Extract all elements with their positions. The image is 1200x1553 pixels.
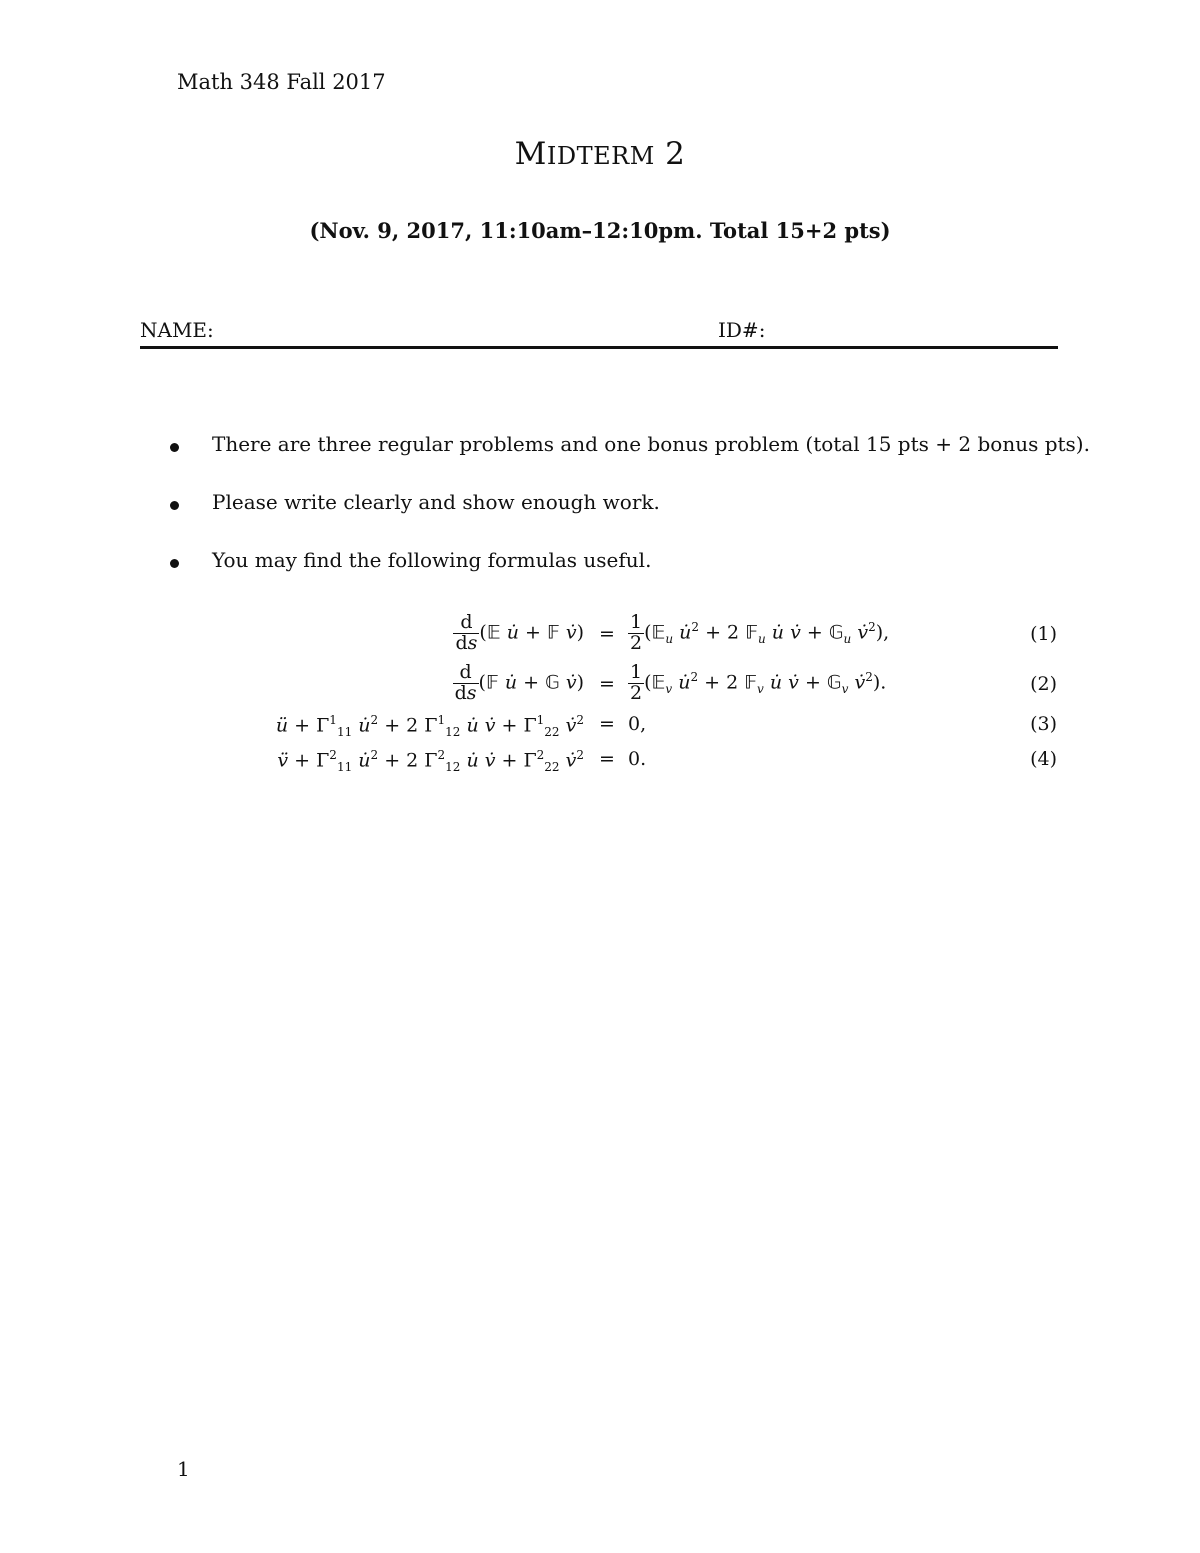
- list-item: There are three regular problems and one bonus problem (total 15 pts + 2 bonus pts).: [170, 432, 1090, 490]
- bullet-icon: [170, 559, 179, 568]
- equation-2-lhs: $\frac{d}{ds}$ (𝔽 u̇ + 𝔾 v̇): [454, 661, 584, 704]
- equation-1-lhs: $\frac{d}{ds}$ (𝔼 u̇ + 𝔽 v̇): [455, 611, 584, 654]
- id-label: ID#:: [718, 318, 766, 342]
- equation-3-rhs: 0,: [628, 713, 647, 735]
- equation-number: (1): [1030, 623, 1057, 645]
- course-header: Math 348 Fall 2017: [177, 70, 386, 94]
- bullet-icon: [170, 501, 179, 510]
- page-number: 1: [177, 1457, 190, 1481]
- name-id-line: [140, 318, 1058, 349]
- name-label: NAME:: [140, 318, 214, 342]
- exam-subtitle: (Nov. 9, 2017, 11:10am–12:10pm. Total 15+2 pts): [309, 218, 891, 243]
- equation-1-rhs: $\frac{1}{2}$ (𝔼$_u$ u̇$^2$ + 2 𝔽$_u$ u̇ v̇ + 𝔾$_u$ v̇$^2$),: [630, 611, 890, 654]
- equation-2-rhs: $\frac{1}{2}$ (𝔼$_v$ u̇$^2$ + 2 𝔽$_v$ u̇ v̇ + 𝔾$_v$ v̇$^2$).: [630, 661, 887, 704]
- exam-title: MIDTERM 2: [514, 136, 686, 172]
- equation-number: (2): [1030, 673, 1057, 695]
- equation-number: (3): [1030, 713, 1057, 735]
- equation-number: (4): [1030, 748, 1057, 770]
- equation-3-lhs: ü + $\Gamma^1_{11}$ u̇$^2$ + 2 $\Gamma^1_{12}$ u̇ v̇ + $\Gamma^1_{22}$ v̇$^2$: [275, 713, 584, 740]
- equation-4-lhs: v̈ + $\Gamma^2_{11}$ u̇$^2$ + 2 $\Gamma^2_{12}$ u̇ v̇ + $\Gamma^2_{22}$ v̇$^2$: [277, 748, 584, 775]
- list-item: You may find the following formulas useful.: [170, 548, 1090, 606]
- instructions-list: [170, 432, 1090, 606]
- list-item: Please write clearly and show enough work.: [170, 490, 1090, 548]
- equation-4-rhs: 0.: [628, 748, 647, 770]
- bullet-icon: [170, 443, 179, 452]
